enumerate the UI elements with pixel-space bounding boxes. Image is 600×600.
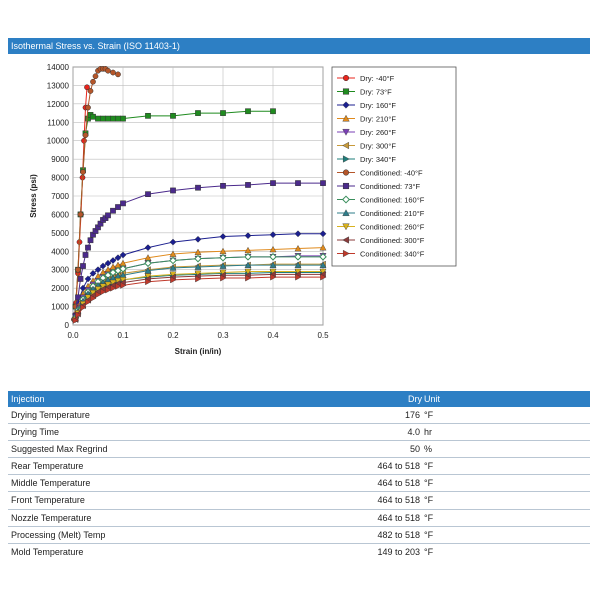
data-point — [83, 252, 88, 257]
data-point — [270, 109, 275, 114]
y-axis-label: Stress (psi) — [29, 174, 38, 218]
table-row — [8, 492, 590, 509]
data-point — [220, 183, 225, 188]
legend-label: Conditioned: 340°F — [360, 249, 425, 259]
row-unit: °F — [424, 495, 434, 506]
data-point — [115, 116, 120, 121]
y-tick-label: 14000 — [46, 63, 69, 72]
row-property-name: Nozzle Temperature — [11, 512, 92, 523]
data-point — [295, 181, 300, 186]
row-dry-value: 464 to 518 — [377, 512, 420, 523]
row-dry-value: 464 to 518 — [377, 478, 420, 489]
legend-label: Dry: -40°F — [360, 74, 395, 83]
header-injection: Injection — [11, 394, 45, 404]
data-point — [85, 245, 90, 250]
legend-label: Dry: 210°F — [360, 114, 396, 124]
y-tick-label: 3000 — [51, 265, 69, 275]
injection-table — [8, 391, 590, 561]
row-unit: % — [424, 444, 433, 455]
y-tick-label: 5000 — [51, 228, 69, 238]
row-dry-value: 149 to 203 — [377, 546, 420, 557]
table-row — [8, 441, 590, 458]
data-point — [195, 185, 200, 190]
data-point — [80, 263, 85, 268]
table-row — [8, 475, 590, 492]
y-tick-label: 13000 — [46, 81, 69, 91]
row-unit: °F — [424, 529, 434, 540]
header-dry: Dry — [408, 394, 422, 404]
data-point — [320, 181, 325, 186]
row-dry-value: 176 — [404, 410, 420, 420]
y-tick-label: 12000 — [46, 99, 69, 109]
x-tick-label: 0.5 — [317, 331, 329, 340]
data-point — [110, 116, 115, 121]
data-point — [95, 116, 100, 121]
y-tick-label: 11000 — [47, 118, 69, 128]
data-point — [90, 114, 95, 119]
legend-label: Conditioned: 160°F — [360, 195, 425, 205]
row-unit: hr — [424, 427, 433, 438]
data-point — [75, 267, 80, 272]
x-tick-label: 0.1 — [117, 331, 129, 340]
legend-label: Dry: 300°F — [360, 141, 396, 151]
legend-label: Dry: 340°F — [360, 155, 396, 164]
row-property-name: Mold Temperature — [11, 546, 84, 557]
y-tick-label: 8000 — [51, 173, 69, 183]
data-point — [80, 169, 85, 174]
data-point — [78, 212, 83, 217]
y-tick-label: 1000 — [51, 302, 69, 312]
data-point — [105, 68, 110, 73]
data-point — [195, 110, 200, 115]
row-property-name: Drying Time — [11, 427, 60, 438]
row-property-name: Drying Temperature — [11, 410, 90, 420]
row-unit: °F — [424, 410, 434, 420]
x-tick-label: 0.0 — [67, 331, 79, 340]
data-point — [145, 192, 150, 197]
data-point — [170, 188, 175, 193]
row-unit: °F — [424, 478, 434, 489]
row-property-name: Middle Temperature — [11, 478, 91, 489]
x-tick-label: 0.3 — [217, 331, 229, 340]
row-unit: °F — [424, 512, 434, 523]
data-point — [110, 208, 115, 213]
data-point — [83, 133, 88, 138]
y-tick-label: 7000 — [51, 192, 69, 201]
data-point — [145, 113, 150, 118]
data-point — [115, 72, 120, 77]
legend-label: Conditioned: -40°F — [360, 168, 423, 178]
table-row — [8, 424, 590, 441]
legend-marker — [343, 170, 349, 176]
data-point — [245, 109, 250, 114]
y-tick-label: 10000 — [46, 136, 69, 146]
data-point — [120, 116, 125, 121]
row-dry-value: 4.0 — [407, 427, 420, 438]
row-unit: °F — [424, 461, 434, 472]
y-tick-label: 9000 — [51, 155, 69, 165]
data-point — [93, 74, 98, 79]
data-point — [85, 105, 90, 110]
legend-label: Conditioned: 300°F — [360, 236, 425, 245]
data-point — [100, 116, 105, 121]
x-axis-label: Strain (in/in) — [174, 347, 222, 356]
table-row — [8, 458, 590, 475]
data-point — [220, 110, 225, 115]
row-property-name: Processing (Melt) Temp — [11, 529, 106, 540]
data-point — [105, 213, 110, 218]
data-point — [78, 276, 83, 281]
legend-label: Dry: 73°F — [360, 87, 392, 97]
x-tick-label: 0.4 — [267, 331, 279, 340]
x-tick-label: 0.2 — [167, 331, 179, 340]
stress-strain-chart — [0, 55, 600, 360]
row-dry-value: 464 to 518 — [377, 495, 420, 506]
y-tick-label: 4000 — [51, 247, 69, 257]
data-point — [81, 138, 86, 143]
row-dry-value: 464 to 518 — [377, 461, 420, 472]
legend-marker — [343, 89, 349, 95]
row-property-name: Front Temperature — [11, 495, 85, 506]
data-point — [105, 116, 110, 121]
legend-label: Conditioned: 210°F — [360, 209, 425, 218]
legend-marker — [343, 75, 349, 81]
row-unit: °F — [424, 546, 434, 557]
data-point — [110, 70, 115, 75]
y-tick-label: 0 — [64, 321, 69, 330]
row-dry-value: 482 to 518 — [377, 529, 420, 540]
data-point — [88, 238, 93, 243]
table-row — [8, 407, 590, 424]
data-point — [170, 113, 175, 118]
legend-label: Conditioned: 73°F — [360, 182, 421, 191]
legend-label: Dry: 260°F — [360, 128, 396, 137]
data-point — [90, 79, 95, 84]
y-tick-label: 6000 — [51, 210, 69, 220]
chart-section-header: Isothermal Stress vs. Strain (ISO 11403-1) — [8, 38, 590, 54]
row-property-name: Suggested Max Regrind — [11, 444, 108, 455]
table-row — [8, 527, 590, 544]
legend-label: Dry: 160°F — [360, 101, 396, 110]
row-property-name: Rear Temperature — [11, 461, 84, 472]
table-body — [8, 407, 590, 561]
data-point — [115, 204, 120, 209]
legend-label: Conditioned: 260°F — [360, 222, 425, 232]
data-point — [88, 88, 93, 93]
y-tick-label: 2000 — [51, 284, 69, 294]
row-dry-value: 50 — [409, 444, 420, 455]
table-row — [8, 510, 590, 527]
data-point — [120, 201, 125, 206]
header-unit: Unit — [424, 394, 441, 404]
legend-marker — [343, 183, 349, 189]
table-row — [8, 544, 590, 561]
data-point — [245, 182, 250, 187]
legend — [332, 67, 456, 266]
data-point — [270, 181, 275, 186]
table-header-row — [8, 391, 590, 407]
